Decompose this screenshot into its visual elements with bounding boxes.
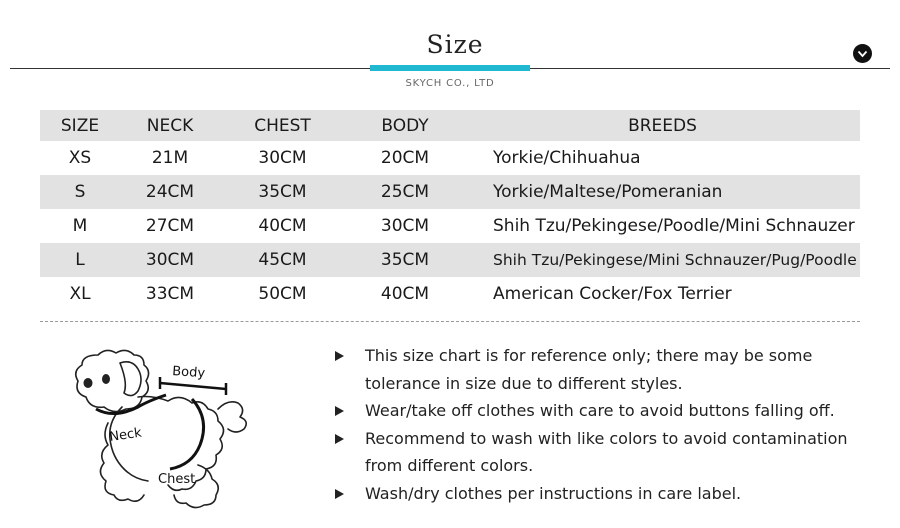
care-notes-list bbox=[335, 342, 875, 507]
neck-cell: 21M bbox=[151, 148, 189, 168]
breeds-cell: Yorkie/Chihuahua bbox=[493, 148, 641, 168]
breeds-cell: Yorkie/Maltese/Pomeranian bbox=[493, 182, 723, 202]
chest-cell: 30CM bbox=[258, 148, 307, 168]
col-header-chest: CHEST bbox=[254, 115, 311, 136]
triangle-bullet-icon bbox=[335, 434, 344, 444]
size-cell: S bbox=[74, 182, 86, 202]
note-text: Wash/dry clothes per instructions in care label. bbox=[365, 483, 742, 503]
size-cell: XL bbox=[69, 284, 91, 304]
neck-label: Neck bbox=[108, 425, 143, 445]
col-header-size: SIZE bbox=[60, 115, 100, 136]
col-header-body: BODY bbox=[381, 115, 429, 136]
chevron-down-icon bbox=[857, 50, 868, 58]
size-table-header bbox=[40, 110, 860, 141]
note-text: Recommend to wash with like colors to avoid contamination from different colors. bbox=[365, 428, 848, 475]
body-cell: 40CM bbox=[380, 284, 430, 304]
list-item bbox=[335, 342, 875, 397]
dog-ear-outline bbox=[120, 362, 141, 396]
chest-label: Chest bbox=[158, 472, 196, 487]
breeds-cell: Shih Tzu/Pekingese/Poodle/Mini Schnauzer bbox=[493, 216, 855, 236]
page-title: Size bbox=[426, 30, 484, 59]
chest-cell: 40CM bbox=[258, 216, 307, 236]
list-item bbox=[335, 425, 875, 480]
company-name: SKYCH CO., LTD bbox=[405, 78, 495, 89]
dog-eye-icon bbox=[102, 374, 110, 384]
neck-measure-line bbox=[96, 395, 166, 414]
list-item bbox=[335, 397, 875, 425]
note-text: This size chart is for reference only; there may be some tolerance in size due to different styles. bbox=[365, 346, 813, 393]
chest-cell: 35CM bbox=[258, 182, 307, 202]
breeds-cell: American Cocker/Fox Terrier bbox=[493, 284, 732, 304]
neck-cell: 30CM bbox=[145, 250, 195, 270]
col-header-neck: NECK bbox=[146, 115, 194, 136]
table-row bbox=[40, 141, 860, 175]
note-text: Wear/take off clothes with care to avoid buttons falling off. bbox=[365, 401, 835, 420]
chest-measure-line bbox=[170, 399, 204, 469]
body-label: Body bbox=[171, 364, 206, 382]
size-table bbox=[40, 110, 860, 311]
triangle-bullet-icon bbox=[335, 489, 344, 499]
breeds-cell: Shih Tzu/Pekingese/Mini Schnauzer/Pug/Poodle bbox=[493, 251, 857, 269]
dog-measurement-diagram bbox=[68, 345, 268, 515]
body-cell: 20CM bbox=[380, 148, 430, 168]
dog-nose-icon bbox=[84, 378, 93, 388]
table-row bbox=[40, 175, 860, 209]
size-cell: L bbox=[75, 250, 85, 270]
chest-cell: 45CM bbox=[258, 250, 307, 270]
body-cell: 30CM bbox=[380, 216, 430, 236]
triangle-bullet-icon bbox=[335, 406, 344, 416]
collapse-toggle-button[interactable] bbox=[853, 44, 872, 63]
chest-cell: 50CM bbox=[258, 284, 307, 304]
size-cell: XS bbox=[68, 148, 92, 168]
body-cell: 25CM bbox=[380, 182, 430, 202]
table-row bbox=[40, 209, 860, 243]
neck-cell: 24CM bbox=[145, 182, 195, 202]
table-row bbox=[40, 277, 860, 311]
neck-cell: 33CM bbox=[145, 284, 195, 304]
triangle-bullet-icon bbox=[335, 351, 344, 361]
col-header-breeds: BREEDS bbox=[628, 115, 697, 136]
list-item bbox=[335, 480, 875, 508]
body-measure-line bbox=[160, 383, 226, 389]
size-cell: M bbox=[72, 216, 88, 236]
section-divider bbox=[40, 321, 860, 322]
body-cell: 35CM bbox=[380, 250, 430, 270]
neck-cell: 27CM bbox=[145, 216, 195, 236]
header-accent-bar bbox=[370, 65, 530, 71]
table-row bbox=[40, 243, 860, 277]
